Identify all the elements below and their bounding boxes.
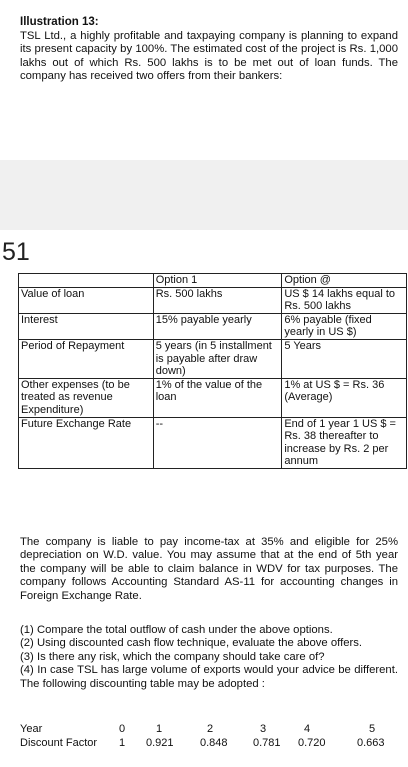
table-cell: Other expenses (to be treated as revenue Expenditure)	[19, 378, 154, 417]
factor-cell: 0.848	[200, 737, 228, 749]
illustration-heading: Illustration 13:	[20, 16, 99, 28]
table-cell: 15% payable yearly	[153, 313, 282, 339]
table-cell: Option @	[282, 274, 407, 288]
table-cell: 5 Years	[282, 339, 407, 378]
tax-paragraph: The company is liable to pay income-tax at 35% and eligible for 25% depreciation on W.D. value. You may assume that at the end of 5th year the company will be able to claim balance in WDV for tax purposes. The company follows Accounting Standard AS-11 for accounting changes in Foreign Exchange Rate.	[20, 536, 398, 602]
table-cell: End of 1 year 1 US $ = Rs. 38 thereafter to increase by Rs. 2 per annum	[282, 417, 407, 468]
year-cell: 5	[369, 723, 376, 735]
table-row	[19, 417, 407, 468]
table-cell: Future Exchange Rate	[19, 417, 154, 468]
table-cell: --	[153, 417, 282, 468]
page-separator	[0, 160, 408, 230]
table-row	[19, 313, 407, 339]
table-header-row	[19, 274, 407, 288]
question-item: (2) Using discounted cash flow technique, evaluate the above offers.	[20, 637, 363, 650]
factor-label: Discount Factor	[20, 737, 98, 749]
table-cell: US $ 14 lakhs equal to Rs. 500 lakhs	[282, 287, 407, 313]
year-cell: 0	[119, 723, 126, 735]
factor-cell: 0.781	[253, 737, 281, 749]
table-cell: Period of Repayment	[19, 339, 154, 378]
loan-options-table	[18, 273, 407, 469]
table-cell: 1% at US $ = Rs. 36 (Average)	[282, 378, 407, 417]
table-cell: 5 years (in 5 installment is payable after draw down)	[153, 339, 282, 378]
factor-row	[20, 736, 390, 750]
table-row	[19, 378, 407, 417]
table-cell: Rs. 500 lakhs	[153, 287, 282, 313]
table-cell: Option 1	[153, 274, 282, 288]
year-label: Year	[20, 723, 43, 735]
factor-cell: 1	[119, 737, 126, 749]
intro-paragraph: TSL Ltd., a highly profitable and taxpaying company is planning to expand its present capacity by 100%. The estimated cost of the project is Rs. 1,000 lakhs out of which Rs. 500 lakhs is to be met out of loan funds. The company has received two offers from their bankers:	[20, 30, 398, 83]
factor-cell: 0.663	[357, 737, 385, 749]
table-cell: 1% of the value of the loan	[153, 378, 282, 417]
year-row	[20, 722, 390, 736]
table-cell: Value of loan	[19, 287, 154, 313]
question-item: (4) In case TSL has large volume of exports would your advice be different. The following discounting table may be adopted :	[20, 664, 398, 690]
year-cell: 1	[156, 723, 163, 735]
questions-list	[20, 624, 398, 691]
question-panel	[0, 0, 408, 160]
factor-cell: 0.921	[146, 737, 174, 749]
discount-factor-table	[20, 722, 390, 750]
year-cell: 3	[260, 723, 267, 735]
question-item: (3) Is there any risk, which the company should take care of?	[20, 650, 325, 663]
year-cell: 4	[304, 723, 311, 735]
table-row	[19, 339, 407, 378]
table-cell: Interest	[19, 313, 154, 339]
question-item: (1) Compare the total outflow of cash under the above options.	[20, 624, 333, 636]
year-cell: 2	[207, 723, 214, 735]
page-number: 51	[2, 238, 30, 266]
table-cell	[19, 274, 154, 288]
table-cell: 6% payable (fixed yearly in US $)	[282, 313, 407, 339]
factor-cell: 0.720	[298, 737, 326, 749]
table-row	[19, 287, 407, 313]
